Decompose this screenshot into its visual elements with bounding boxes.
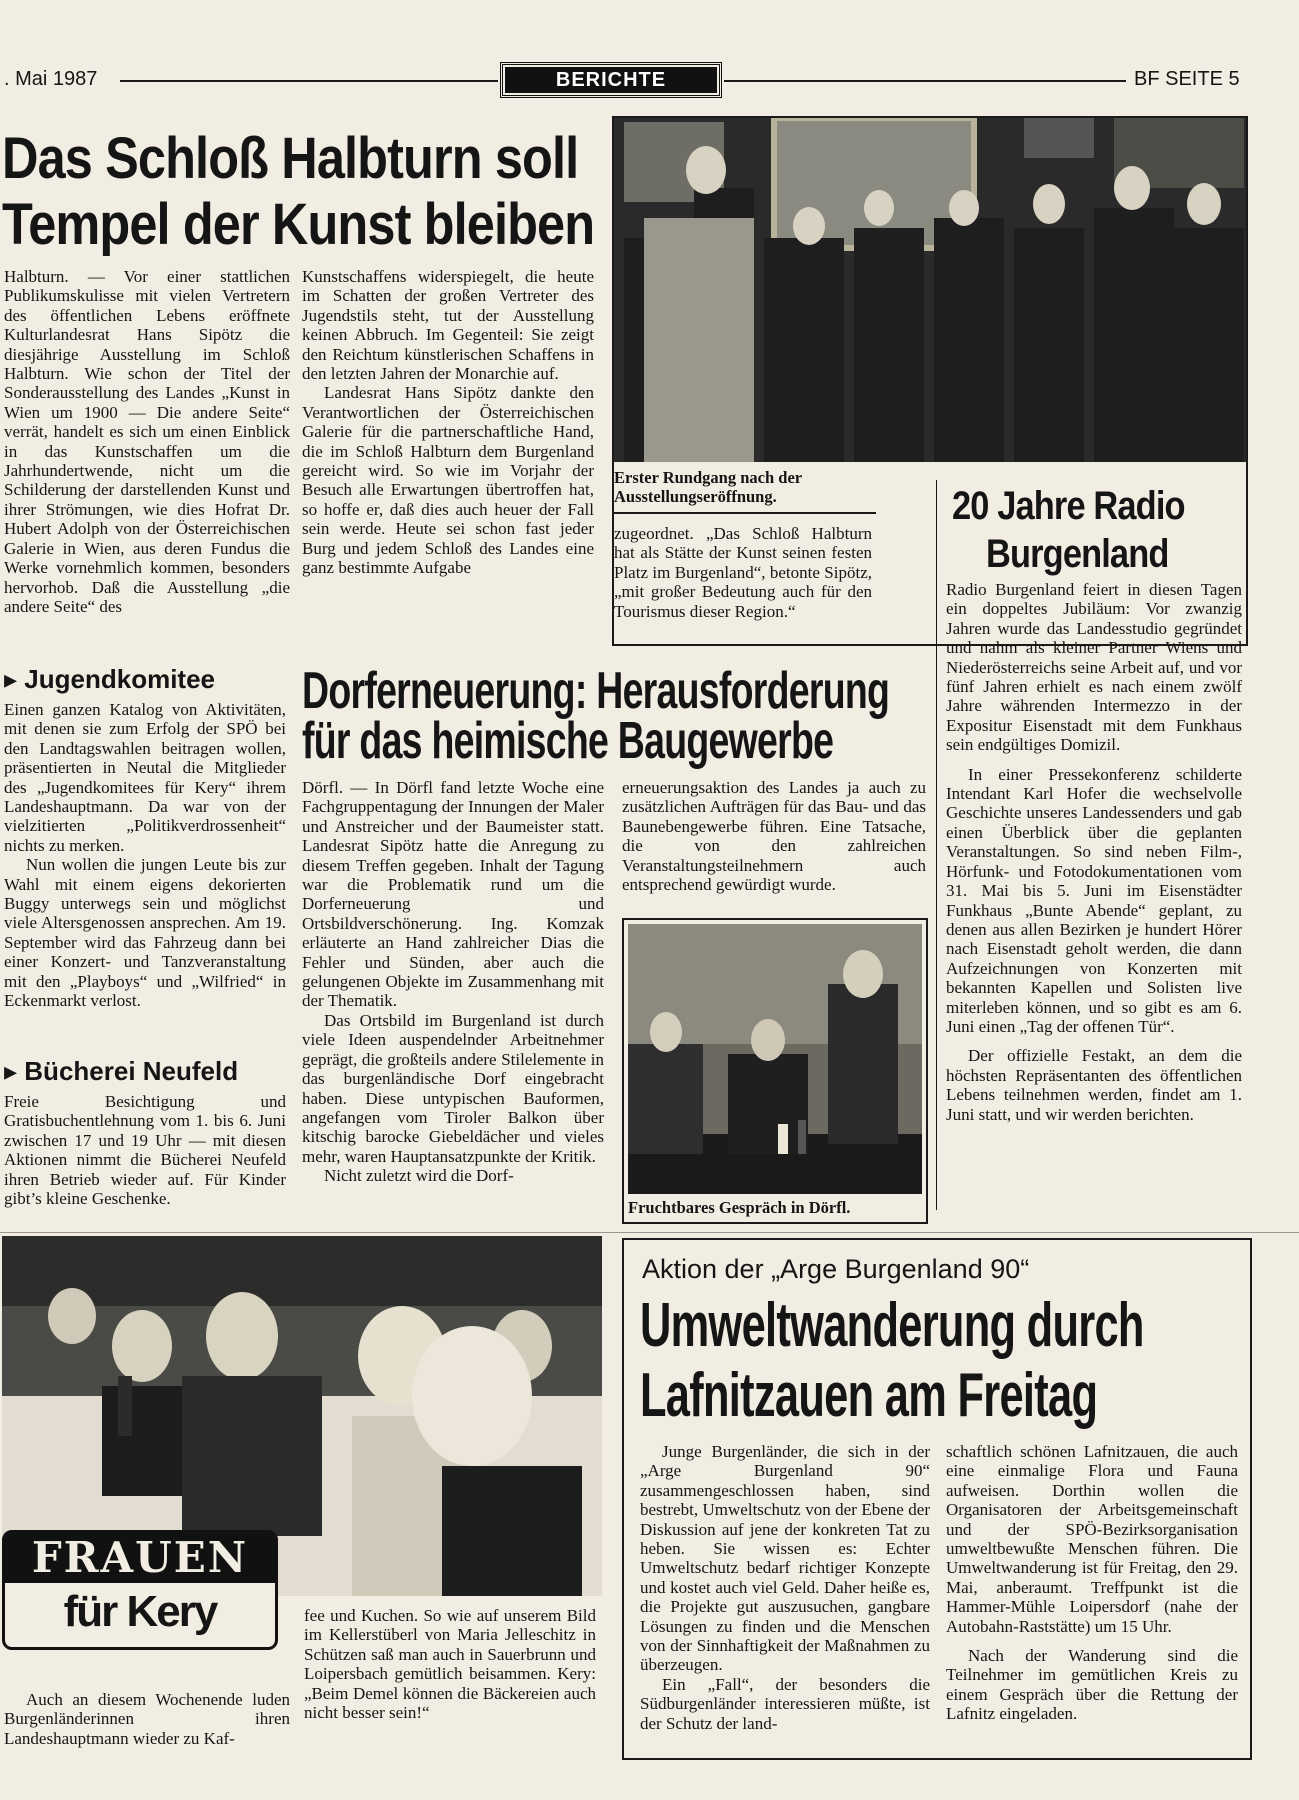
dorf-photo-image bbox=[628, 924, 922, 1194]
umwelt-text-2: Ein „Fall“, der besonders die Südburgenländer interessieren müßte, ist der Schutz der land- bbox=[640, 1674, 930, 1733]
halbturn-col-2 bbox=[302, 267, 594, 578]
bullet-icon: ▸ bbox=[4, 664, 25, 694]
umwelt-text-1: Junge Burgenländer, die sich in der „Arge Burgenland 90“ zusammengeschlossen haben, sind bestrebt, Umweltschutz von der Ebene der Diskussion auf jene der konkreten Tat zu heben. Sie wissen es: Echter Umweltschutz bedarf richtiger Konzepte und kostet auch viel Geld. Daher heiße es, die Projekte gut auszusuchen, gangbare Lösungen zu finden und die Menschen von der Sinnhaftigkeit der Maßnahmen zu überzeugen. bbox=[640, 1442, 930, 1675]
radio-col bbox=[946, 580, 1242, 1124]
radio-text-1: Radio Burgenland feiert in diesen Tagen ein doppeltes Jubiläum: Vor zwanzig Jahren wurde das Landesstudio gegründet und nahm als kleiner Partner Wiens und Niederösterreichs seine Arbeit auf, und vor fünf Jahren erhielt es nach einem zwölf Jahre währenden Intermezzo in der Expositur Eisenstadt mit dem Funkhaus sein endgültiges Domizil. bbox=[946, 580, 1242, 755]
jugend-heading bbox=[4, 664, 215, 695]
halbturn-headline-2: Tempel der Kunst bleiben bbox=[2, 192, 595, 257]
jugend-title: Jugendkomitee bbox=[24, 664, 215, 694]
section-label bbox=[500, 62, 722, 98]
halbturn-text-1: Halbturn. — Vor einer stattlichen Publikumskulisse mit vielen Vertretern des öffentlichen Lebens eröffnete Kulturlandesrat Hans Sipötz die diesjährige Ausstellung im Schloß Halbturn. Wie schon der Titel der Sonderausstellung des Landes „Kunst in Wien um 1900 — Die andere Seite“ verrät, handelt es sich um einen Einblick in das Kunstschaffen um die Jahrhundertwende, nicht um die Schilderung der darstellenden Kunst und ihrer Strömungen, wie dies Hofrat Dr. Hubert Adolph von der Österreichischen Galerie in Wien, aus deren Fundus die Werke vornehmlich kommen, besonders hervorhob. Daß die Ausstellung „die andere Seite“ des bbox=[4, 267, 290, 616]
jugend-text-2: Nun wollen die jungen Leute bis zur Wahl mit einem eigens dekorierten Buggy unterwegs sein und möglichst viele Altersgenossen ansprechen. Am 19. September wird das Fahrzeug dann bei einer Konzert- und Tanzveranstaltung mit den „Playboys“ und „Wilfried“ in Eckenmarkt verlost. bbox=[4, 855, 286, 1011]
dorf-headline-2: für das heimische Baugewerbe bbox=[302, 712, 834, 770]
dorf-col-1 bbox=[302, 778, 604, 1186]
umwelt-headline-1: Umweltwanderung durch bbox=[640, 1291, 1144, 1360]
radio-text-2: In einer Pressekonferenz schilderte Intendant Karl Hofer die wechselvolle Geschichte unseres Landessenders und gab einen Überblick über die geplanten Veranstaltungen. So sind neben Film-, Hörfunk- und Fotodokumentationen vom 31. Mai bis 5. Juni im Eisenstädter Funkhaus „Bunte Abende“ geplant, zu denen aus allen Bezirken je hundert Hörer nach Eisenstadt geholt werden, die dann Aufzeichnungen von Konzerten mit bekannten Kapellen und Solisten live miterleben können, und so gibt es am 6. Juni einen „Tag der offenen Tür“. bbox=[946, 764, 1242, 1036]
header-date: . Mai 1987 bbox=[4, 68, 98, 90]
halbturn-headline-1: Das Schloß Halbturn soll bbox=[2, 126, 579, 191]
buecherei-col bbox=[4, 1092, 286, 1208]
bullet-icon: ▸ bbox=[4, 1056, 25, 1086]
dorf-photo-caption: Fruchtbares Gespräch in Dörfl. bbox=[628, 1198, 851, 1217]
umwelt-text-4: Nach der Wanderung sind die Teilnehmer im gemütlichen Kreis zu einem Gespräch über die Rettung der Lafnitz eingeladen. bbox=[946, 1646, 1238, 1724]
umwelt-kicker: Aktion der „Arge Burgenland 90“ bbox=[642, 1254, 1030, 1284]
radio-text-3: Der offizielle Festakt, an dem die höchsten Repräsentanten des öffentlichen Lebens teilnehmen werden, findet am 1. Juni statt, und wir werden berichten. bbox=[946, 1046, 1242, 1124]
halbturn-col-1 bbox=[4, 267, 290, 616]
halbturn-text-4: zugeordnet. „Das Schloß Halbturn hat als Stätte der Kunst seinen festen Platz im Burgenland“, betonte Sipötz, „mit großer Bedeutung auch für den Tourismus dieser Region.“ bbox=[614, 524, 872, 621]
frauen-badge-line1: FRAUEN bbox=[5, 1533, 275, 1583]
buecherei-title: Bücherei Neufeld bbox=[24, 1056, 239, 1086]
halbturn-photo-caption: Erster Rundgang nach der Ausstellungseröffnung. bbox=[614, 468, 802, 506]
frauen-badge bbox=[2, 1530, 278, 1650]
jugend-col bbox=[4, 700, 286, 1011]
header-rule-right bbox=[724, 80, 1126, 82]
dorf-text-1: Dörfl. — In Dörfl fand letzte Woche eine Fachgruppentagung der Innungen der Maler und Anstreicher und der Baumeister statt. Landesrat Sipötz hatte die Anregung zu diesem Treffen gegeben. Inhalt der Tagung war die Problematik rund um die Dorferneuerung und Ortsbildverschönerung. Ing. Komzak erläuterte an Hand zahlreicher Dias die Fehler und Sünden, aber auch die gelungenen Objekte im Zusammenhang mit der Thematik. bbox=[302, 778, 604, 1011]
halbturn-col-3 bbox=[614, 524, 872, 621]
frauen-badge-line2: für Kery bbox=[63, 1587, 217, 1636]
dorf-col-2 bbox=[622, 778, 926, 894]
dorf-text-4: erneuerungsaktion des Landes ja auch zu zusätzlichen Aufträgen für das Bau- und das Baunebengewerbe führen. Eine Tatsache, die von den zahlreichen Veranstaltungsteilnehmern auch entsprechend gewürdigt wurde. bbox=[622, 778, 926, 895]
umwelt-headline-2: Lafnitzauen am Freitag bbox=[640, 1361, 1098, 1430]
halbturn-caption-divider bbox=[614, 512, 876, 514]
halbturn-text-3: Landesrat Hans Sipötz dankte den Verantwortlichen der Österreichischen Galerie für die partnerschaftliche Hand, die im Schloß Halbturn dem Burgenland gereicht wird. So wie im Vorjahr der Besuch alle Erwartungen übertroffen hat, so hoffe er, daß dies auch heuer der Fall sein werde. Heute sei schon fast jeder Burg und jedem Schloß des Landes eine ganz bestimmte Aufgabe bbox=[302, 383, 594, 578]
frauen-text-1: Auch an diesem Wochenende luden Burgenländerinnen ihren Landeshauptmann wieder zu Kaf- bbox=[4, 1690, 290, 1748]
frauen-col-2 bbox=[304, 1606, 596, 1722]
frauen-text-2: fee und Kuchen. So wie auf unserem Bild im Kellerstüberl von Maria Jelleschitz in Schützen saß man auch in Sauerbrunn und Loipersbach gemütlich beisammen. Kery: „Beim Demel können die Bäckereien auch nicht besser sein!“ bbox=[304, 1606, 596, 1723]
jugend-text-1: Einen ganzen Katalog von Aktivitäten, mit denen sie zum Erfolg der SPÖ bei den Landtagswahlen beitragen wollen, präsentierten in Neutal die Mitglieder des „Jugendkomitees für Kery“ ihrem Landeshauptmann. Da war von der vielzitierten „Politikverdrossenheit“ nichts zu merken. bbox=[4, 700, 286, 855]
column-divider bbox=[936, 480, 937, 1210]
halbturn-text-2: Kunstschaffens widerspiegelt, die heute im Schatten der großen Vertreter des Jugendstils steht, tut der Ausstellung keinen Abbruch. Im Gegenteil: Sie zeigt den Reichtum künstlerischen Schaffens in den letzten Jahren der Monarchie auf. bbox=[302, 267, 594, 384]
horizontal-divider bbox=[0, 1232, 1299, 1233]
section-label-inner: BERICHTE bbox=[505, 67, 717, 93]
dorf-headline-1: Dorferneuerung: Herausforderung bbox=[302, 662, 890, 720]
buecherei-text-1: Freie Besichtigung und Gratisbuchentlehnung vom 1. bis 6. Juni zwischen 17 und 19 Uhr — mit diesen Aktionen nimmt die Bücherei Neufeld ihren Betrieb wieder auf. Für Kinder gibt’s kleine Geschenke. bbox=[4, 1092, 286, 1209]
buecherei-heading bbox=[4, 1056, 238, 1087]
umwelt-text-3: schaftlich schönen Lafnitzauen, die auch eine einmalige Flora und Fauna aufweisen. Dorthin wollen die Organisatoren der Arbeitsgemeinschaft und der SPÖ-Bezirksorganisation umweltbewußte Menschen führen. Die Umweltwanderung ist für Freitag, den 29. Mai, anberaumt. Treffpunkt ist die Hammer-Mühle Loipersdorf (nahe der Autobahn-Raststätte) um 15 Uhr. bbox=[946, 1442, 1238, 1636]
radio-headline-2: Burgenland bbox=[986, 532, 1169, 576]
umwelt-col-1 bbox=[640, 1442, 930, 1733]
dorf-photo bbox=[628, 924, 922, 1194]
header-rule-left bbox=[120, 80, 498, 82]
frauen-col-1 bbox=[4, 1690, 290, 1748]
dorf-text-2: Das Ortsbild im Burgenland ist durch viele Ideen auspendelnder Arbeitnehmer geprägt, die großteils andere Stilelemente in das burgenländische Dorf eingebracht haben. Diese untypischen Bauformen, angefangen vom Tiroler Balkon über kitschig barocke Giebeldächer und vieles mehr, waren Hauptansatzpunkte der Kritik. bbox=[302, 1010, 604, 1166]
dorf-text-3: Nicht zuletzt wird die Dorf- bbox=[324, 1166, 514, 1186]
halbturn-photo bbox=[614, 118, 1246, 462]
halbturn-photo-image bbox=[614, 118, 1246, 462]
umwelt-col-2 bbox=[946, 1442, 1238, 1724]
radio-headline-1: 20 Jahre Radio bbox=[952, 484, 1185, 528]
page-number: BF SEITE 5 bbox=[1134, 68, 1240, 90]
